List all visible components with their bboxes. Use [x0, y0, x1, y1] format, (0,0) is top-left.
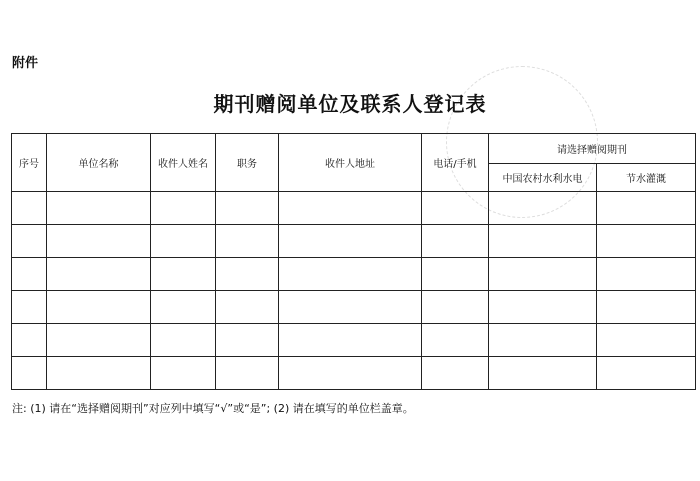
table-cell[interactable] [279, 291, 422, 324]
table-cell[interactable] [12, 258, 47, 291]
table-cell[interactable] [151, 357, 216, 390]
table-cell[interactable] [12, 225, 47, 258]
table-cell[interactable] [216, 291, 279, 324]
table-cell[interactable] [12, 291, 47, 324]
table-cell[interactable] [422, 192, 489, 225]
header-recipient-name: 收件人姓名 [151, 134, 216, 192]
table-cell[interactable] [489, 291, 597, 324]
table-cell[interactable] [47, 258, 151, 291]
table-cell[interactable] [216, 258, 279, 291]
table-cell[interactable] [151, 258, 216, 291]
table-cell[interactable] [151, 225, 216, 258]
header-position: 职务 [216, 134, 279, 192]
footnote: 注: (1) 请在“选择赠阅期刊”对应列中填写“√”或“是”; (2) 请在填写的单位栏盖章。 [12, 402, 414, 415]
page-title: 期刊赠阅单位及联系人登记表 [213, 92, 487, 116]
table-cell[interactable] [216, 324, 279, 357]
table-cell[interactable] [279, 225, 422, 258]
table-cell[interactable] [489, 357, 597, 390]
header-unit-name: 单位名称 [47, 134, 151, 192]
table-cell[interactable] [597, 324, 696, 357]
table-cell[interactable] [47, 324, 151, 357]
table-cell[interactable] [489, 258, 597, 291]
table-cell[interactable] [47, 192, 151, 225]
registration-table [11, 133, 696, 390]
table-cell[interactable] [151, 291, 216, 324]
table-cell[interactable] [279, 324, 422, 357]
header-journal-group: 请选择赠阅期刊 [489, 134, 696, 164]
header-phone: 电话/手机 [422, 134, 489, 192]
table-cell[interactable] [216, 357, 279, 390]
table-cell[interactable] [597, 225, 696, 258]
table-cell[interactable] [422, 324, 489, 357]
table-cell[interactable] [151, 324, 216, 357]
table-cell[interactable] [47, 291, 151, 324]
table-cell[interactable] [279, 192, 422, 225]
table-cell[interactable] [216, 225, 279, 258]
header-seq: 序号 [12, 134, 47, 192]
table-cell[interactable] [422, 357, 489, 390]
table-cell[interactable] [422, 258, 489, 291]
header-journal-2: 节水灌溉 [597, 164, 696, 192]
table-row [12, 225, 696, 258]
table-cell[interactable] [489, 225, 597, 258]
table-cell[interactable] [597, 192, 696, 225]
table-row [12, 258, 696, 291]
table-cell[interactable] [47, 225, 151, 258]
header-journal-1: 中国农村水利水电 [489, 164, 597, 192]
table-cell[interactable] [597, 291, 696, 324]
table-cell[interactable] [12, 357, 47, 390]
table-cell[interactable] [489, 324, 597, 357]
table-cell[interactable] [12, 192, 47, 225]
table-cell[interactable] [279, 258, 422, 291]
table-cell[interactable] [597, 258, 696, 291]
table-row [12, 192, 696, 225]
table-row [12, 357, 696, 390]
table-cell[interactable] [422, 225, 489, 258]
table-cell[interactable] [151, 192, 216, 225]
table-cell[interactable] [279, 357, 422, 390]
header-recipient-address: 收件人地址 [279, 134, 422, 192]
table-cell[interactable] [597, 357, 696, 390]
attachment-label: 附件 [12, 56, 39, 71]
table-cell[interactable] [47, 357, 151, 390]
table-row [12, 291, 696, 324]
table-cell[interactable] [489, 192, 597, 225]
table-cell[interactable] [216, 192, 279, 225]
table-cell[interactable] [422, 291, 489, 324]
table-cell[interactable] [12, 324, 47, 357]
table-row [12, 324, 696, 357]
